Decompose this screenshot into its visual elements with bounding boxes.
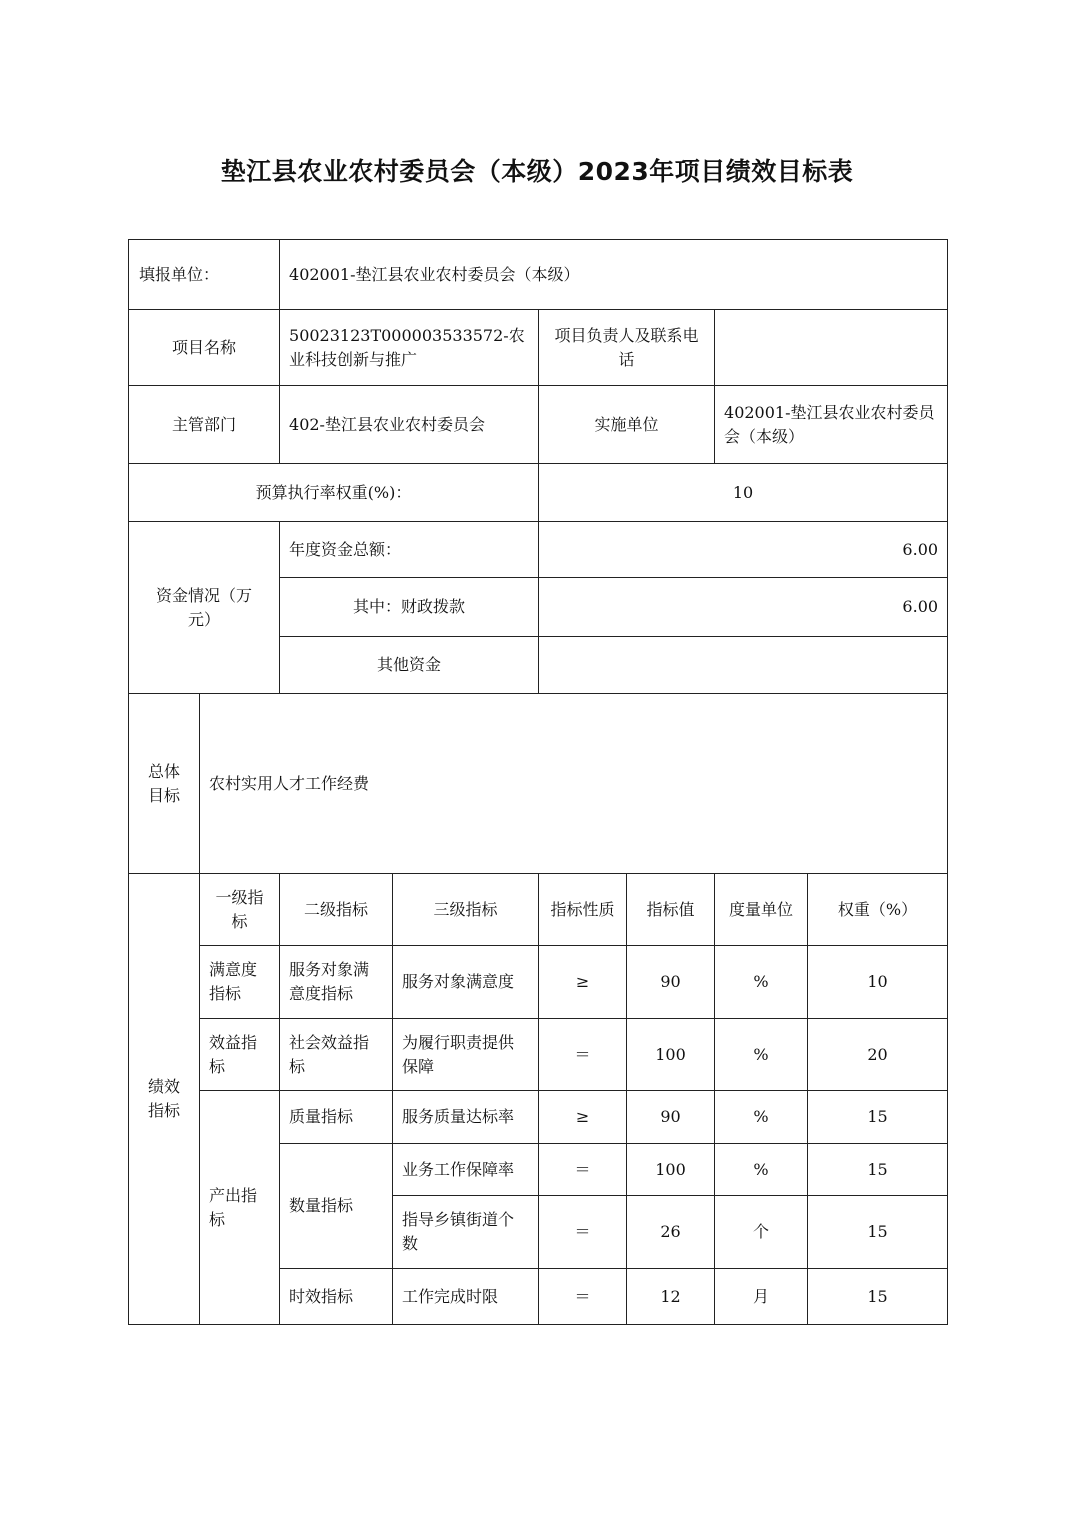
funds-label: 资金情况（万元） [129,522,280,694]
funds-total-label: 年度资金总额： [280,522,539,578]
unit-cell: % [715,1144,808,1196]
department-value: 402-垫江县农业农村委员会 [280,386,539,464]
funds-total-row [129,522,948,578]
nature-cell: ≥ [539,946,627,1019]
value-cell: 90 [627,946,715,1019]
project-contact-value [715,310,948,386]
level3-cell: 工作完成时限 [393,1269,539,1325]
header-unit: 度量单位 [715,874,808,946]
goal-row [129,694,948,874]
performance-target-table [128,239,948,1325]
header-level1: 一级指标 [200,874,280,946]
level3-cell: 服务质量达标率 [393,1091,539,1144]
unit-cell: 个 [715,1196,808,1269]
funds-other-label: 其他资金 [280,637,539,694]
level1-cell: 产出指标 [200,1091,280,1325]
project-name-value: 50023123T000003533572-农业科技创新与推广 [280,310,539,386]
department-row [129,386,948,464]
level3-cell: 指导乡镇街道个数 [393,1196,539,1269]
value-cell: 26 [627,1196,715,1269]
goal-value: 农村实用人才工作经费 [200,694,948,874]
value-cell: 90 [627,1091,715,1144]
budget-weight-value: 10 [539,464,948,522]
level1-cell: 满意度指标 [200,946,280,1019]
value-cell: 100 [627,1144,715,1196]
header-level3: 三级指标 [393,874,539,946]
table-row [129,1091,948,1144]
value-cell: 12 [627,1269,715,1325]
performance-label: 绩效指标 [129,874,200,1325]
performance-header-row [129,874,948,946]
budget-weight-label: 预算执行率权重(%)： [129,464,539,522]
funds-fiscal-value: 6.00 [539,578,948,637]
table-row [129,1019,948,1091]
nature-cell: ＝ [539,1144,627,1196]
nature-cell: ＝ [539,1019,627,1091]
page-title: 垫江县农业农村委员会（本级）2023年项目绩效目标表 [220,157,854,186]
project-contact-label: 项目负责人及联系电话 [539,310,715,386]
level2-cell: 质量指标 [280,1091,393,1144]
nature-cell: ＝ [539,1196,627,1269]
header-value: 指标值 [627,874,715,946]
nature-cell: ＝ [539,1269,627,1325]
level2-cell: 服务对象满意度指标 [280,946,393,1019]
header-level2: 二级指标 [280,874,393,946]
nature-cell: ≥ [539,1091,627,1144]
table-row [129,946,948,1019]
department-label: 主管部门 [129,386,280,464]
level3-cell: 为履行职责提供保障 [393,1019,539,1091]
unit-cell: % [715,946,808,1019]
funds-fiscal-label: 其中：财政拨款 [280,578,539,637]
level2-cell: 数量指标 [280,1144,393,1269]
unit-label: 填报单位： [129,240,280,310]
unit-row [129,240,948,310]
goal-label: 总体目标 [129,694,200,874]
level3-cell: 服务对象满意度 [393,946,539,1019]
project-name-label: 项目名称 [129,310,280,386]
implementing-unit-value: 402001-垫江县农业农村委员会（本级） [715,386,948,464]
unit-cell: 月 [715,1269,808,1325]
level2-cell: 时效指标 [280,1269,393,1325]
unit-cell: % [715,1019,808,1091]
header-weight: 权重（%） [808,874,948,946]
weight-cell: 15 [808,1196,948,1269]
unit-cell: % [715,1091,808,1144]
weight-cell: 15 [808,1144,948,1196]
weight-cell: 15 [808,1091,948,1144]
level1-cell: 效益指标 [200,1019,280,1091]
weight-cell: 20 [808,1019,948,1091]
implementing-unit-label: 实施单位 [539,386,715,464]
level2-cell: 社会效益指标 [280,1019,393,1091]
weight-cell: 15 [808,1269,948,1325]
value-cell: 100 [627,1019,715,1091]
project-row [129,310,948,386]
budget-weight-row [129,464,948,522]
header-nature: 指标性质 [539,874,627,946]
weight-cell: 10 [808,946,948,1019]
unit-value: 402001-垫江县农业农村委员会（本级） [280,240,948,310]
funds-other-value [539,637,948,694]
funds-total-value: 6.00 [539,522,948,578]
level3-cell: 业务工作保障率 [393,1144,539,1196]
